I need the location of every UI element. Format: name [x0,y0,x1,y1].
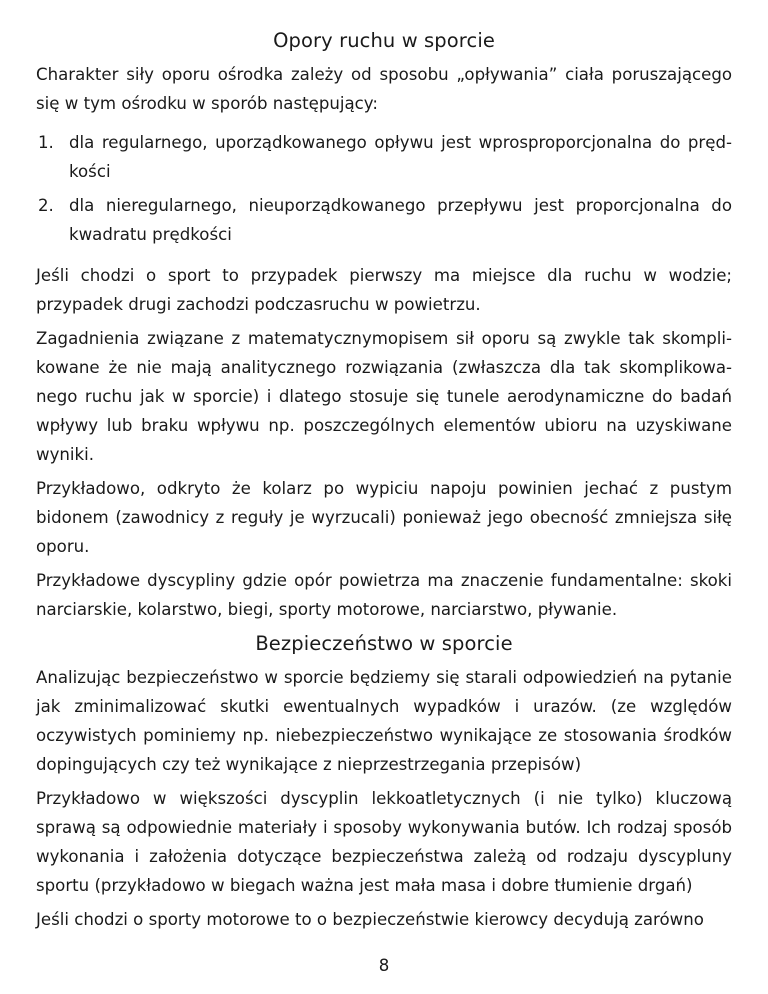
page-number: 8 [378,956,390,975]
list-number: 2. [38,196,54,215]
numbered-list [36,128,732,249]
intro-paragraph: Charakter siły oporu ośrodka zależy od sposobu „opływania” ciała poruszającego się w tym ośrodku w sporób następujący: [36,65,732,113]
paragraph: Przykładowo, odkryto że kolarz po wypiciu napoju powinien jechać z pustym bidonem (zawodnicy z reguły je wyrzucali) ponieważ jego obecność zmniejsza siłę oporu. [36,479,732,556]
list-item-text: dla nieregularnego, nieuporządkowanego przepływu jest proporcjonalna do kwadratu prędkości [69,196,732,244]
list-item-text: dla regularnego, uporządkowanego opływu jest wprosproporcjonalna do prędkości [69,133,732,181]
document-page [36,26,732,939]
paragraph: Jeśli chodzi o sporty motorowe to o bezpieczeństwie kierowcy decydują zarówno [36,910,704,929]
section-heading-bezpieczenstwo: Bezpieczeństwo w sporcie [255,632,513,655]
paragraph: Zagadnienia związane z matematycznymopisem sił oporu są zwykle tak skomplikowane że nie mają analitycznego rozwiązania (zwłaszcza dla tak skomplikowanego ruchu jak w sporcie) i dlatego stosuje się tunele aerodynamiczne do badań wpływy lub braku wpływu np. poszczególnych elementów ubioru na uzyskiwane wyniki. [36,329,732,464]
paragraph: Przykładowe dyscypliny gdzie opór powietrza ma znaczenie fundamentalne: skoki narciarskie, kolarstwo, biegi, sporty motorowe, narciarstwo, pływanie. [36,571,732,619]
paragraph: Przykładowo w większości dyscyplin lekkoatletycznych (i nie tylko) kluczową sprawą są odpowiednie materiały i sposoby wykonywania butów. Ich rodzaj sposób wykonania i założenia dotyczące bezpieczeństwa zależą od rodzaju dyscypluny sportu (przykładowo w biegach ważna jest mała masa i dobre tłumienie drgań) [36,789,732,895]
list-number: 1. [38,133,54,152]
section-heading-opory: Opory ruchu w sporcie [273,29,495,52]
list-item [36,128,732,186]
paragraph: Jeśli chodzi o sport to przypadek pierwszy ma miejsce dla ruchu w wodzie; przypadek drugi zachodzi podczasruchu w powietrzu. [36,266,732,314]
list-item [36,191,732,249]
paragraph: Analizując bezpieczeństwo w sporcie będziemy się starali odpowiedzień na pytanie jak zminimalizować skutki ewentualnych wypadków i urazów. (ze względów oczywistych pominiemy np. niebezpieczeństwo wynikające ze stosowania środków dopingujących czy też wynikające z nieprzestrzegania przepisów) [36,668,732,774]
